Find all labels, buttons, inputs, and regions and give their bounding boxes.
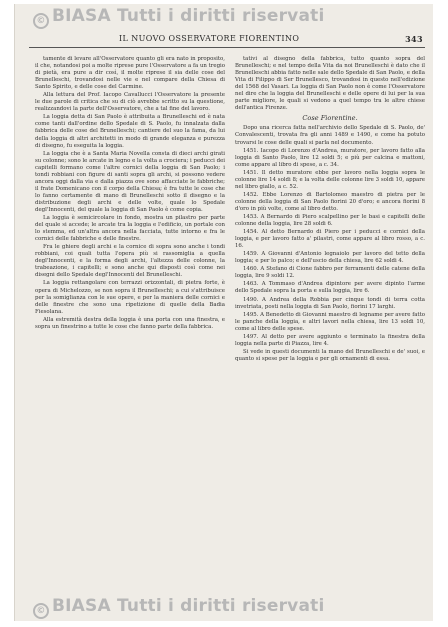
paragraph: La loggia detta di San Paolo è attribuita a Brunelleschi ed è nata come tanti dall'ordine dello Spedale di S. Paolo, fu innalzata dalla fabbrica delle cose del Brunelleschi; cantiere del suo la fama, da lui della loggia di altri architetti in modo di grande eleganza e purezza di disegno, fu eseguita la loggia. — [35, 114, 225, 149]
paragraph: La loggia che è a Santa Maria Novella consta di dieci archi girati su colonne; sono le arcate in legno e la volta a crociera; i peducci dei capitelli formano come l'altre cornici della loggia di San Paolo; i tondi robbiani con figure di santi sopra gli archi, si possono vedere ancora oggi dalla via e dalla piazza ove sono affacciate le fabbriche; il frate Domenicano con il corpo della Chiesa; è fra tutte le cose che lo fanno certamente di mano di Brunelleschi sotto il disegno e la distribuzione degli archi e delle volte, quale lo Spedale degl'Innocenti, del quale la loggia di San Paolo è come copia. — [35, 150, 225, 213]
document-entry: 1451. Iacopo di Lorenzo d'Andrea, muratore, per lavoro fatto alla loggia di Santo Paolo, lire 12 soldi 5; e più per calcina e mattoni, come appare al libro di spese, a c. 34. — [235, 147, 425, 168]
document-entry: 1452. Ebbe Lorenzo di Bartolomeo maestro di pietra per le colonne della loggia di San Paolo fiorini 20 d'oro; e ancora fiorini 8 d'oro in più volte, come al libro detto. — [235, 191, 425, 212]
running-header — [27, 32, 427, 46]
scanned-page — [14, 4, 433, 621]
paragraph: La loggia rettangolare con terrazzi orizzontali, di pietra forte, è opera di Michelozzo, se non sopra il Brunelleschi; a cui s'attribuisce per la somiglianza con le sue opere, e per la maniera delle cornici e delle finestre che sono una ripetizione di quelle della Badia Fiesolana. — [35, 280, 225, 315]
watermark-text: BIASA Tutti i diritti riservati — [52, 596, 325, 616]
document-entry: 1495. A Benedetto di Giovanni maestro di legname per avere fatto le panche della loggia, e altri lavori nella chiesa, lire 13 soldi 10, come al libro delle spese. — [235, 311, 425, 332]
document-entry: 1497. Al detto per avere aggiunto e terminato la finestra della loggia nella parte di Piazza, lire 4. — [235, 333, 425, 347]
document-entry: 1454. Al detto Bernardo di Piero per i peducci e cornici della loggia, e per lavoro fatto a' pilastri, come appare al libro rosso, a c. 16. — [235, 229, 425, 250]
left-column — [35, 56, 225, 332]
paragraph: Dopo una ricerca fatta nell'archivio dello Spedale di S. Paolo, de' Convalescenti, trovata fra gli anni 1489 e 1490, e come ha potuto trovarsi le cose delle quali si parla nel documento. — [235, 125, 425, 146]
copyright-seal-icon: © — [33, 603, 49, 619]
right-column — [235, 56, 425, 364]
watermark-text: BIASA Tutti i diritti riservati — [52, 6, 325, 26]
watermark-bottom — [33, 596, 325, 619]
paragraph: tamente di levare all'Osservatore quanto gli era nato in proposito, il che, notandosi poi a molte riprese pure l'Osservatore a fa un tregio di pietà, era pure a dir così, il molte riprese il sia delle cose del Brunelleschi, trovandosi nelle vie e nel compare della Chiesa di Santo Spirito, e delle cose del Carmine. — [35, 56, 225, 91]
paragraph: Alla estremità destra della loggia è una porta con una finestra, e sopra un finestrino a tutte le cose che fanno parte della fabbrica. — [35, 316, 225, 330]
document-entry: 1490. A Andrea della Robbia per cinque tondi di terra cotta invetriata, posti nella loggia di San Paolo, fiorini 17 larghi. — [235, 296, 425, 310]
watermark-top — [33, 6, 325, 29]
paragraph: La loggia è semicircolare in fondo, mostra un pilastro per parte del quale si accede; le arcate tra la loggia e l'edificio, un portale con lo stemma, ed un'altra ancora nella facciata, tutte intorno e fra le cornici delle fabbriche e delle finestre. — [35, 215, 225, 243]
journal-title: IL NUOVO OSSERVATORE FIORENTINO — [119, 34, 300, 43]
copyright-seal-icon: © — [33, 13, 49, 29]
page-number: 343 — [405, 34, 423, 44]
document-entry: 1460. A Stefano di Cione fabbro per ferramenti delle catene della loggia, lire 9 soldi 12. — [235, 266, 425, 280]
header-rule — [29, 47, 425, 48]
document-entry: 1459. A Giovanni d'Antonio legnaiolo per lavoro del tetto della loggia; e per lo palco; e dell'uscio della chiesa, lire 62 soldi 4. — [235, 251, 425, 265]
paragraph: tativi al disegno della fabbrica, tutto quanto sopra del Brunelleschi; e nel tempo della Vita da noi Brunelleschi è dato che il Brunelleschi abbia fatto nelle sale dello Spedale di San Paolo, e della Vita di Filippo di Ser Brunellesco, trovandosi in questo nell'edizione del 1568 del Vasari. La loggia di San Paolo non è come l'Osservatore nel dire che la loggia del Brunelleschi e delle opere di lui per la sua parte migliore, le quali si vedono a quel tempo tra le altre chiese dell'antica Firenze. — [235, 56, 425, 112]
paragraph: Si vede in questi documenti la mano del Brunelleschi e de' suoi, e quanto si spese per la loggia e per gli ornamenti di essa. — [235, 348, 425, 362]
document-entry: 1453. A Bernardo di Piero scalpellino per le basi e capitelli delle colonne della loggia, lire 28 soldi 6. — [235, 213, 425, 228]
section-heading: Cose Fiorentine. — [302, 114, 358, 123]
paragraph: Alla lettura del Prof. Iacopo Cavallucci l'Osservatore la presente le due parole di critica che su di ciò avrebbe scritto su la questione, realizzandovi la parte dell'Osservatore, che a tal fine del lavoro. — [35, 92, 225, 113]
document-entry: 1463. A Tommaso d'Andrea dipintore per avere dipinto l'arme dello Spedale sopra la porta e sulla loggia, lire 6. — [235, 281, 425, 295]
document-entry: 1451. Il detto muratore ebbe per lavoro nella loggia sopra le colonne lire 14 soldi 8; e la volta delle colonne lire 3 soldi 10, appare nel libro giallo, a c. 52. — [235, 169, 425, 190]
paragraph: Fra le ghiere degli archi e la cornice di sopra sono anche i tondi robbiani, coi quali tutta l'opera più si rassomiglia a quella degl'Innocenti, e la forma degli archi, l'altezza delle colonne, la trabeazione, i capitelli; e sono anche qui disposti così come nei disegni dello Spedale degl'Innocenti del Brunelleschi. — [35, 244, 225, 279]
